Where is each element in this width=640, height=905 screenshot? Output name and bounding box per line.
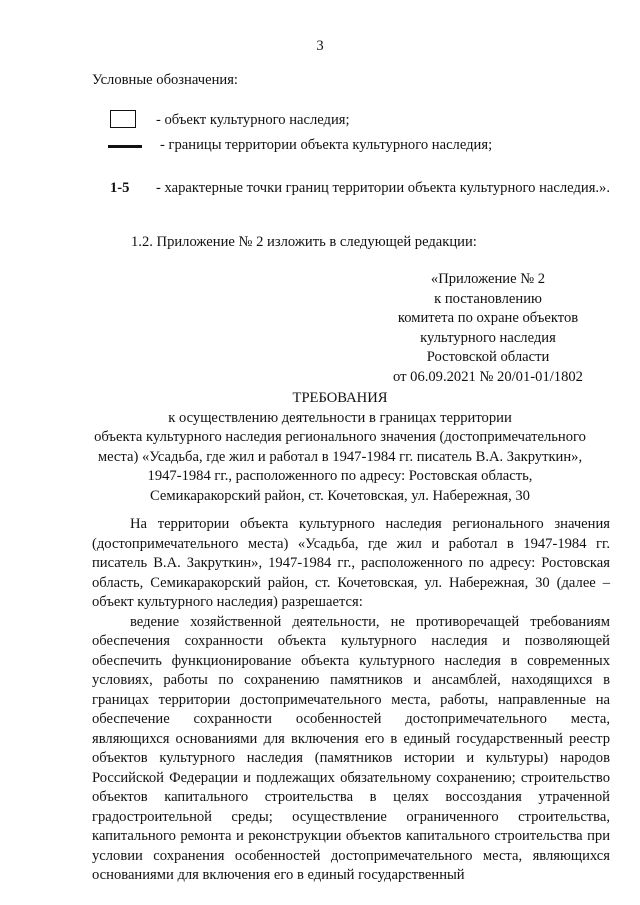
appendix-line: к постановлению (434, 290, 542, 307)
amendment-paragraph: 1.2. Приложение № 2 изложить в следующей редакции: (131, 234, 477, 250)
appendix-line: комитета по охране объектов (397, 310, 579, 326)
body-paragraph: На территории объекта культурного наследия регионального значения (достопримечательного места) «Усадьба, где жил и работал в 1947-1984 гг. писатель В.А. Закруткин», 1947-1984 гг., расположенного по адресу: Ростовская область, Семикаракорский район, ст. Кочетовская, ул. Набережная, 30 (далее – объект культурного наследия) разрешается: (92, 516, 610, 610)
legend-item-heritage-object: - объект культурного наследия; (156, 112, 350, 128)
requirements-subtitle-line: Семикаракорский район, ст. Кочетовская, ул. Набережная, 30 (150, 487, 530, 504)
body-text (92, 515, 610, 886)
territory-boundary-symbol (108, 145, 142, 148)
requirements-subtitle-line: объекта культурного наследия регионального значения (достопримечательного (94, 429, 586, 445)
boundary-points-key: 1-5 (110, 180, 130, 196)
appendix-header (388, 270, 588, 387)
body-paragraph: ведение хозяйственной деятельности, не противоречащей требованиям обеспечения сохранности объекта культурного наследия и позволяющей обеспечить функционирование объекта культурного наследия в современных условиях, работы по сохранению памятников и ансамблей, находящихся в границах территории достопримечательного места, работы, направленные на обеспечение сохранности особенностей достопримечательного места, являющихся основаниями для включения его в единый государственный реестр объектов культурного наследия (памятников истории и культуры) народов Российской Федерации и подлежащих обязательному сохранению; строительство объектов капитального строительства в целях воссоздания утраченной градостроительной среды; осуществление ограниченного строительства, капитального ремонта и реконструкции объектов капитального строительства при условии сохранения особенностей достопримечательного места, являющихся основаниями для включения его в единый государственный (92, 613, 610, 883)
appendix-line: Ростовской области (426, 349, 550, 365)
appendix-line: культурного наследия (420, 329, 556, 346)
requirements-subtitle-line: места) «Усадьба, где жил и работал в 1947-1984 гг. писатель В.А. Закруткин», (97, 448, 583, 465)
appendix-line: от 06.09.2021 № 20/01-01/1802 (393, 368, 583, 385)
legend-item-boundary-points: - характерные точки границ территории объекта культурного наследия.». (156, 180, 611, 196)
legend-title: Условные обозначения: (92, 72, 238, 88)
heritage-object-symbol (110, 110, 136, 128)
requirements-title (0, 389, 640, 506)
legend-item-territory-boundary: - границы территории объекта культурного наследия; (160, 137, 493, 153)
appendix-line: «Приложение № 2 (430, 271, 546, 287)
requirements-heading: ТРЕБОВАНИЯ (292, 390, 388, 406)
page-number: 3 (316, 38, 324, 54)
requirements-subtitle-line: к осуществлению деятельности в границах территории (168, 409, 512, 426)
requirements-subtitle-line: 1947-1984 гг., расположенного по адресу: Ростовская область, (147, 468, 533, 484)
